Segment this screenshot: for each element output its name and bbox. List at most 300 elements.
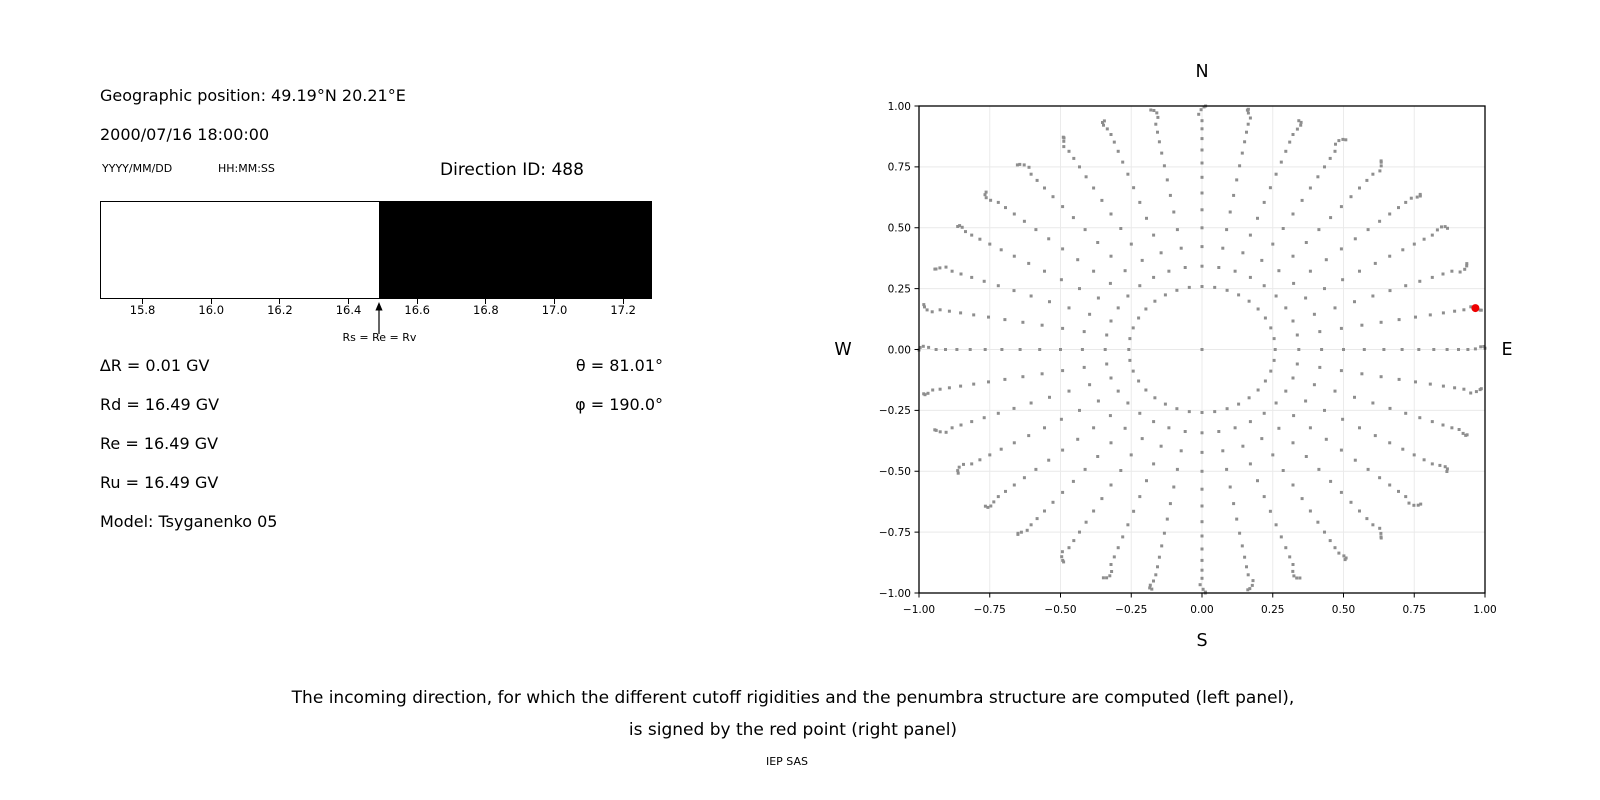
direction-dot xyxy=(922,303,925,306)
direction-dot xyxy=(1172,211,1175,214)
direction-dot xyxy=(1188,410,1191,413)
direction-dot xyxy=(1213,410,1216,413)
direction-dot xyxy=(1404,412,1407,415)
direction-dot xyxy=(1243,140,1246,143)
direction-dot xyxy=(1169,194,1172,197)
direction-dot xyxy=(1062,136,1065,139)
direction-dot xyxy=(1202,588,1205,591)
direction-dot xyxy=(1052,501,1055,504)
direction-dot xyxy=(1078,165,1081,168)
bar-tick-label: 16.0 xyxy=(198,303,225,317)
direction-dot xyxy=(1016,163,1019,166)
direction-dot xyxy=(926,308,929,311)
direction-dot xyxy=(1340,205,1343,208)
direction-dot xyxy=(1378,220,1381,223)
direction-dot xyxy=(1247,108,1250,111)
direction-dot xyxy=(1081,348,1084,351)
direction-dot xyxy=(1126,295,1129,298)
direction-dot xyxy=(1446,227,1449,230)
direction-dot xyxy=(1117,150,1120,153)
direction-dot xyxy=(1158,556,1161,559)
direction-dot xyxy=(1296,363,1299,366)
direction-dot xyxy=(1106,127,1109,130)
direction-dot xyxy=(1309,510,1312,513)
direction-dot xyxy=(1104,348,1107,351)
direction-dot xyxy=(1034,468,1037,471)
y-tick-label: −0.75 xyxy=(878,526,911,539)
direction-dot xyxy=(1036,179,1039,182)
direction-dot xyxy=(1292,320,1295,323)
direction-dot xyxy=(1201,226,1204,229)
direction-dot xyxy=(1371,173,1374,176)
direction-dot xyxy=(1341,138,1344,141)
direction-dot xyxy=(1105,576,1108,579)
direction-dot xyxy=(1317,468,1320,471)
bar-tick-label: 16.2 xyxy=(267,303,293,317)
direction-dot xyxy=(1108,574,1111,577)
direction-dot xyxy=(1078,409,1081,412)
direction-dot xyxy=(1398,378,1401,381)
direction-dot xyxy=(985,196,988,199)
bar-tick-label: 15.8 xyxy=(129,303,156,317)
direction-dot xyxy=(1462,388,1465,391)
direction-dot xyxy=(1431,462,1434,465)
direction-dot xyxy=(1365,179,1368,182)
penumbra-bar xyxy=(100,201,652,299)
direction-dot xyxy=(1201,535,1204,538)
direction-dot xyxy=(1459,271,1462,274)
direction-dot xyxy=(1201,192,1204,195)
direction-dot xyxy=(1344,138,1347,141)
direction-dot xyxy=(1367,468,1370,471)
direction-dot xyxy=(1201,569,1204,572)
date-format-hint: YYYY/MM/DD xyxy=(102,162,173,175)
direction-dot xyxy=(1076,438,1079,441)
direction-dot xyxy=(1217,430,1220,433)
direction-dot xyxy=(1088,313,1091,316)
direction-dot xyxy=(1102,124,1105,127)
compass-label-east: E xyxy=(1501,340,1513,360)
direction-dot xyxy=(978,458,981,461)
direction-dot xyxy=(1201,505,1204,508)
direction-dot xyxy=(1380,164,1383,167)
direction-dot xyxy=(1247,112,1250,115)
direction-dot xyxy=(1167,270,1170,273)
direction-dot xyxy=(1340,491,1343,494)
direction-dot xyxy=(1292,484,1295,487)
direction-dot xyxy=(1113,555,1116,558)
direction-dot xyxy=(1023,163,1026,166)
direction-dot xyxy=(1298,577,1301,580)
direction-dot xyxy=(964,230,967,233)
direction-dot xyxy=(1271,243,1274,246)
direction-dot xyxy=(1389,407,1392,410)
direction-dot xyxy=(1354,237,1357,240)
bar-tick-label: 16.8 xyxy=(473,303,499,317)
direction-dot xyxy=(1249,234,1252,237)
direction-dot xyxy=(1117,390,1120,393)
direction-dot xyxy=(1083,366,1086,369)
direction-dot xyxy=(1280,535,1283,538)
direction-dot xyxy=(987,316,990,319)
credit-label: IEP SAS xyxy=(765,755,809,768)
direction-dot xyxy=(1273,359,1276,362)
direction-dot xyxy=(1034,228,1037,231)
direction-dot xyxy=(1197,113,1200,116)
x-tick-label: 0.50 xyxy=(1331,604,1356,616)
direction-dot xyxy=(1275,523,1278,526)
direction-dot xyxy=(1013,484,1016,487)
direction-dot xyxy=(1334,306,1337,309)
direction-dot xyxy=(1201,548,1204,551)
direction-dot xyxy=(1329,480,1332,483)
direction-dot xyxy=(955,348,958,351)
direction-dot xyxy=(1323,287,1326,290)
direction-dot xyxy=(1431,234,1434,237)
direction-dot xyxy=(1263,284,1266,287)
direction-dot xyxy=(1323,409,1326,412)
direction-dot xyxy=(1292,441,1295,444)
direction-dot xyxy=(1084,228,1087,231)
direction-dot xyxy=(1260,259,1263,262)
direction-dot xyxy=(970,276,973,279)
direction-dot xyxy=(1105,334,1108,337)
direction-dot xyxy=(1423,238,1426,241)
direction-dot xyxy=(1100,497,1103,500)
direction-dot xyxy=(1152,109,1155,112)
theta-value: θ = 81.01° xyxy=(575,356,663,375)
direction-dot xyxy=(1217,266,1220,269)
direction-id: Direction ID: 488 xyxy=(440,160,584,180)
direction-dot xyxy=(1164,403,1167,406)
direction-dot xyxy=(1388,213,1391,216)
y-tick-label: −0.50 xyxy=(878,466,911,479)
direction-dot xyxy=(1110,213,1113,216)
direction-dot xyxy=(1292,563,1295,566)
direction-dot xyxy=(1144,308,1147,311)
time-format-hint: HH:MM:SS xyxy=(218,162,275,175)
direction-dot xyxy=(1184,430,1187,433)
direction-dot xyxy=(1023,476,1026,479)
direction-dot xyxy=(1291,570,1294,573)
direction-dot xyxy=(1260,437,1263,440)
direction-dot xyxy=(951,426,954,429)
direction-dot xyxy=(1013,255,1016,258)
direction-dot xyxy=(1344,558,1347,561)
direction-dot xyxy=(1401,348,1404,351)
direction-dot xyxy=(1152,234,1155,237)
direction-dot xyxy=(1323,165,1326,168)
direction-dot xyxy=(970,462,973,465)
direction-dot xyxy=(1334,150,1337,153)
direction-dot xyxy=(1201,176,1204,179)
direction-dot xyxy=(1358,426,1361,429)
compass-label-south: S xyxy=(1196,631,1208,651)
x-tick-label: 0.75 xyxy=(1402,604,1426,616)
direction-dot xyxy=(956,469,959,472)
direction-dot xyxy=(1249,117,1252,120)
direction-dot xyxy=(1275,295,1278,298)
direction-dot xyxy=(1138,495,1141,498)
direction-dot xyxy=(1110,377,1113,380)
direction-dot xyxy=(1277,427,1280,430)
direction-dot xyxy=(1083,330,1086,333)
direction-dot xyxy=(1176,468,1179,471)
direction-dot xyxy=(1453,386,1456,389)
direction-dot xyxy=(1048,300,1051,303)
direction-dot xyxy=(1110,255,1113,258)
direction-dot xyxy=(1388,484,1391,487)
direction-dot xyxy=(1353,300,1356,303)
direction-dot xyxy=(1000,448,1003,451)
direction-dot xyxy=(931,389,934,392)
direction-dot xyxy=(960,424,963,427)
direction-dot xyxy=(988,243,991,246)
direction-dot xyxy=(1232,502,1235,505)
direction-dot xyxy=(970,234,973,237)
direction-dot xyxy=(1453,310,1456,313)
direction-dot xyxy=(1419,193,1422,196)
direction-dot xyxy=(1296,334,1299,337)
direction-dot xyxy=(997,495,1000,498)
direction-dot xyxy=(1363,348,1366,351)
phi-value: φ = 190.0° xyxy=(575,395,663,414)
direction-dot xyxy=(1068,150,1071,153)
direction-dot xyxy=(1156,116,1159,119)
direction-dot xyxy=(1438,464,1441,467)
direction-dot xyxy=(1110,563,1113,566)
direction-dot xyxy=(987,380,990,383)
direction-dot xyxy=(1380,159,1383,162)
direction-dot xyxy=(1264,317,1267,320)
direction-dot xyxy=(1340,327,1343,330)
direction-dot xyxy=(1263,412,1266,415)
direction-dot xyxy=(1475,390,1478,393)
direction-dot xyxy=(1201,149,1204,152)
direction-dot xyxy=(927,392,930,395)
direction-dot xyxy=(1160,544,1163,547)
x-tick-label: −0.25 xyxy=(1115,604,1148,616)
direction-dot xyxy=(1458,428,1461,431)
direction-dot xyxy=(1313,313,1316,316)
caption-line-2: is signed by the red point (right panel) xyxy=(628,720,958,740)
direction-dot xyxy=(1097,400,1100,403)
direction-dot xyxy=(970,420,973,423)
direction-dot xyxy=(1061,449,1064,452)
direction-dot xyxy=(1418,416,1421,419)
direction-dot xyxy=(1246,588,1249,591)
direction-dot xyxy=(1175,407,1178,410)
direction-dot xyxy=(1030,523,1033,526)
direction-dot xyxy=(1243,556,1246,559)
re-value: Re = 16.49 GV xyxy=(100,434,219,453)
direction-dot xyxy=(951,270,954,273)
direction-dot xyxy=(1038,348,1041,351)
direction-dot xyxy=(1329,157,1332,160)
direction-dot xyxy=(1163,164,1166,167)
direction-dot xyxy=(1263,495,1266,498)
direction-dot xyxy=(1030,173,1033,176)
direction-dot xyxy=(1110,133,1113,136)
direction-dot xyxy=(948,310,951,313)
direction-dot xyxy=(1213,286,1216,289)
direction-dot xyxy=(1048,396,1051,399)
delta-r-value: ∆R = 0.01 GV xyxy=(100,356,210,375)
direction-dot xyxy=(1201,411,1204,414)
direction-dot xyxy=(1004,206,1007,209)
direction-dot xyxy=(1138,284,1141,287)
direction-dot xyxy=(1320,348,1323,351)
direction-dot xyxy=(1340,449,1343,452)
direction-dot xyxy=(1028,166,1031,169)
direction-dot xyxy=(1102,576,1105,579)
bar-tick-label: 17.2 xyxy=(610,303,636,317)
direction-dot xyxy=(1124,269,1127,272)
direction-dot xyxy=(1479,345,1482,348)
direction-dot xyxy=(1013,407,1016,410)
direction-dot xyxy=(945,431,948,434)
direction-dot xyxy=(1284,390,1287,393)
direction-dot xyxy=(978,238,981,241)
direction-dot xyxy=(1380,321,1383,324)
direction-dot xyxy=(972,383,975,386)
direction-dot xyxy=(1273,337,1276,340)
direction-dot xyxy=(1156,131,1159,134)
direction-dot xyxy=(1284,150,1287,153)
direction-dot xyxy=(1480,309,1483,312)
direction-dot xyxy=(1072,539,1075,542)
direction-dot xyxy=(1389,289,1392,292)
direction-dot xyxy=(1247,123,1250,126)
direction-dot xyxy=(1413,243,1416,246)
direction-dot xyxy=(1292,282,1295,285)
direction-dot xyxy=(1027,434,1030,437)
direction-dot xyxy=(983,416,986,419)
direction-dot xyxy=(1257,389,1260,392)
direction-dot xyxy=(984,505,987,508)
direction-dot xyxy=(1341,278,1344,281)
direction-dot xyxy=(1309,270,1312,273)
y-tick-label: 0.50 xyxy=(887,222,911,235)
direction-dot xyxy=(1446,467,1449,470)
direction-dot xyxy=(1429,313,1432,316)
direction-dot xyxy=(1201,119,1204,122)
direction-dot xyxy=(1013,289,1016,292)
direction-dot xyxy=(1092,187,1095,190)
direction-dot xyxy=(1141,437,1144,440)
y-tick-label: −0.25 xyxy=(878,405,911,418)
direction-dot xyxy=(1234,270,1237,273)
direction-dot xyxy=(1354,459,1357,462)
direction-dot xyxy=(984,348,987,351)
direction-dot xyxy=(1169,502,1172,505)
direction-dot xyxy=(1061,550,1064,553)
direction-dot xyxy=(1380,537,1383,540)
direction-dot xyxy=(922,345,925,348)
direction-dot xyxy=(1465,262,1468,265)
direction-dot xyxy=(1241,544,1244,547)
direction-dot xyxy=(960,273,963,276)
x-tick-label: 0.00 xyxy=(1190,604,1214,616)
direction-dot xyxy=(1264,380,1267,383)
direction-dot xyxy=(1225,468,1228,471)
direction-dot xyxy=(948,386,951,389)
direction-dot xyxy=(1292,255,1295,258)
direction-dot xyxy=(1288,141,1291,144)
direction-dot xyxy=(997,284,1000,287)
direction-dot xyxy=(1457,348,1460,351)
x-tick-label: −0.50 xyxy=(1044,604,1077,616)
direction-dot xyxy=(1043,510,1046,513)
x-tick-label: −0.75 xyxy=(973,604,1006,616)
model-name: Model: Tsyganenko 05 xyxy=(100,512,278,531)
direction-dot xyxy=(1013,441,1016,444)
direction-dot xyxy=(1275,402,1278,405)
direction-dot xyxy=(1284,546,1287,549)
direction-dot xyxy=(972,313,975,316)
direction-dot xyxy=(962,463,965,466)
direction-dot xyxy=(1229,486,1232,489)
direction-dot xyxy=(1431,276,1434,279)
compass-label-west: W xyxy=(834,340,852,360)
direction-dot xyxy=(1249,462,1252,465)
direction-dot xyxy=(1076,258,1079,261)
direction-dot xyxy=(1274,348,1277,351)
direction-dot xyxy=(1382,348,1385,351)
direction-dot xyxy=(1358,270,1361,273)
direction-dot xyxy=(1078,287,1081,290)
direction-dot xyxy=(1121,161,1124,164)
direction-dot xyxy=(997,201,1000,204)
direction-dot xyxy=(1450,426,1453,429)
direction-dot xyxy=(1201,470,1204,473)
direction-dot xyxy=(927,346,930,349)
direction-dot xyxy=(933,268,936,271)
direction-dot xyxy=(1199,583,1202,586)
direction-dot xyxy=(1180,247,1183,250)
direction-dot xyxy=(1340,247,1343,250)
direction-dot xyxy=(1269,186,1272,189)
y-tick-label: 0.75 xyxy=(887,161,911,174)
direction-dot xyxy=(1334,546,1337,549)
direction-dot xyxy=(1388,255,1391,258)
direction-dot xyxy=(1241,445,1244,448)
direction-dot xyxy=(1358,510,1361,513)
direction-dot xyxy=(1251,584,1254,587)
direction-dot xyxy=(1462,432,1465,435)
direction-dot xyxy=(1041,324,1044,327)
direction-dot xyxy=(1252,579,1255,582)
direction-dot xyxy=(1021,375,1024,378)
direction-dot xyxy=(1062,560,1065,563)
direction-dot xyxy=(1436,228,1439,231)
direction-dot xyxy=(1423,458,1426,461)
direction-dot xyxy=(1404,495,1407,498)
direction-dot xyxy=(1374,262,1377,265)
direction-dot xyxy=(931,310,934,313)
direction-dot xyxy=(1137,317,1140,320)
direction-dot xyxy=(1221,247,1224,250)
direction-dot xyxy=(1284,306,1287,309)
direction-dot xyxy=(1138,201,1141,204)
direction-dot xyxy=(1201,137,1204,140)
direction-dot xyxy=(1013,213,1016,216)
direction-dot xyxy=(1416,196,1419,199)
direction-dot xyxy=(1466,433,1469,436)
direction-dot xyxy=(1371,295,1374,298)
y-tick-label: −1.00 xyxy=(878,587,911,600)
direction-dot xyxy=(1043,270,1046,273)
